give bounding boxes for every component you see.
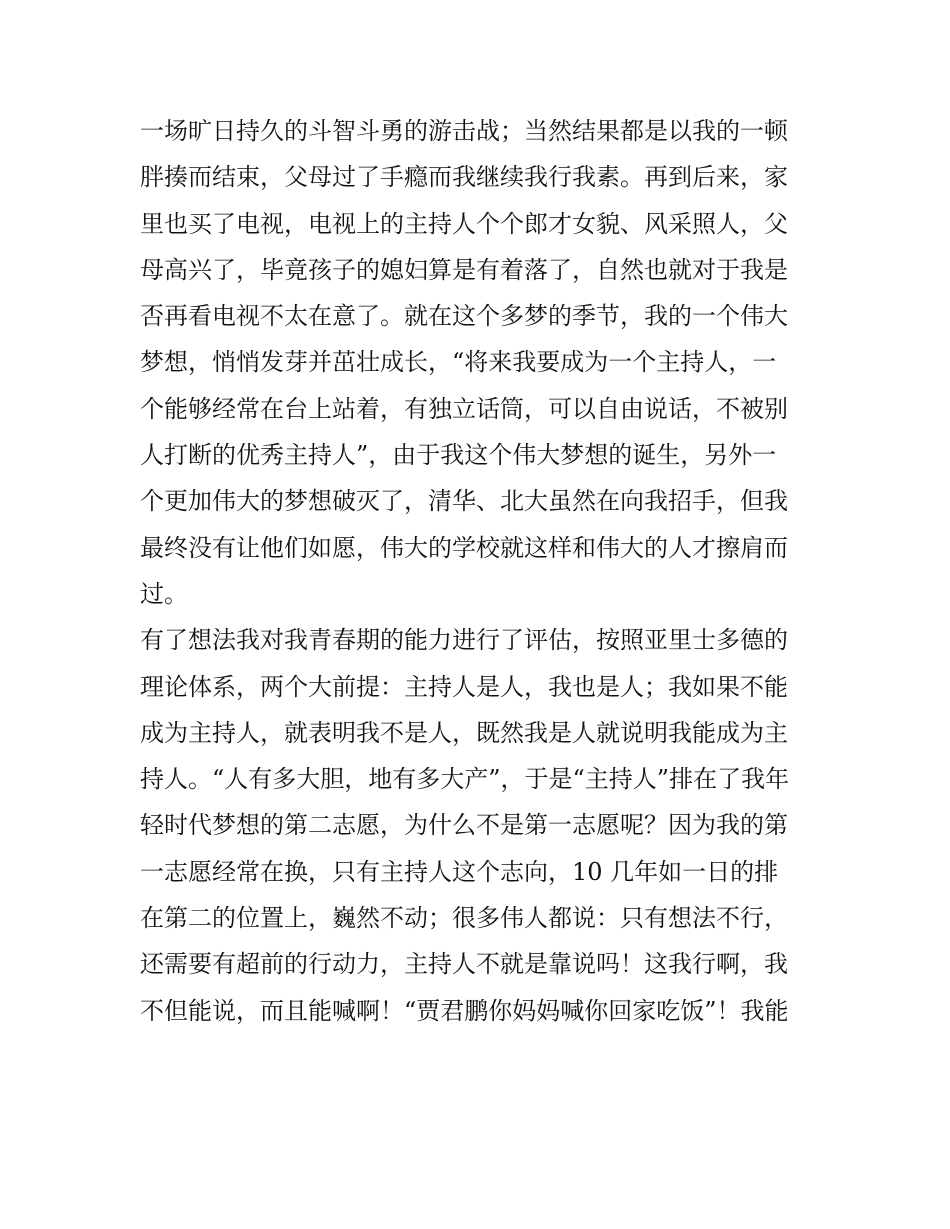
text-line: 有了想法我对我青春期的能力进行了评估，按照亚里士多德的 [140, 626, 788, 655]
text-line: 否再看电视不太在意了。就在这个多梦的季节，我的一个伟大 [140, 302, 788, 331]
text-line: 还需要有超前的行动力，主持人不就是靠说吗！这我行啊，我 [140, 950, 788, 979]
text-line: 胖揍而结束，父母过了手瘾而我继续我行我素。再到后来，家 [140, 163, 788, 192]
text-line: 里也买了电视，电视上的主持人个个郎才女貌、风采照人，父 [140, 209, 788, 238]
text-line: 一志愿经常在换，只有主持人这个志向，10 几年如一日的排 [140, 857, 779, 886]
text-line: 不但能说，而且能喊啊！“贾君鹏你妈妈喊你回家吃饭”！我能 [140, 996, 789, 1025]
text-line: 持人。“人有多大胆，地有多大产”，于是“主持人”排在了我年 [140, 765, 790, 794]
text-line: 轻时代梦想的第二志愿，为什么不是第一志愿呢？因为我的第 [140, 811, 788, 840]
text-line: 个更加伟大的梦想破灭了，清华、北大虽然在向我招手，但我 [140, 487, 788, 516]
text-line: 在第二的位置上，巍然不动；很多伟人都说：只有想法不行， [140, 904, 788, 933]
text-line: 最终没有让他们如愿，伟大的学校就这样和伟大的人才擦肩而 [140, 533, 788, 562]
text-line: 成为主持人，就表明我不是人，既然我是人就说明我能成为主 [140, 718, 788, 747]
text-line: 个能够经常在台上站着，有独立话筒，可以自由说话，不被别 [140, 394, 788, 423]
body-text [140, 108, 820, 1034]
text-line: 人打断的优秀主持人”，由于我这个伟大梦想的诞生，另外一 [140, 441, 777, 470]
text-line: 母高兴了，毕竟孩子的媳妇算是有着落了，自然也就对于我是 [140, 255, 788, 284]
text-line: 理论体系，两个大前提：主持人是人，我也是人；我如果不能 [140, 672, 788, 701]
text-line: 一场旷日持久的斗智斗勇的游击战；当然结果都是以我的一顿 [140, 117, 788, 145]
text-line: 梦想，悄悄发芽并茁壮成长，“将来我要成为一个主持人，一 [140, 348, 777, 377]
text-line: 过。 [140, 579, 188, 608]
